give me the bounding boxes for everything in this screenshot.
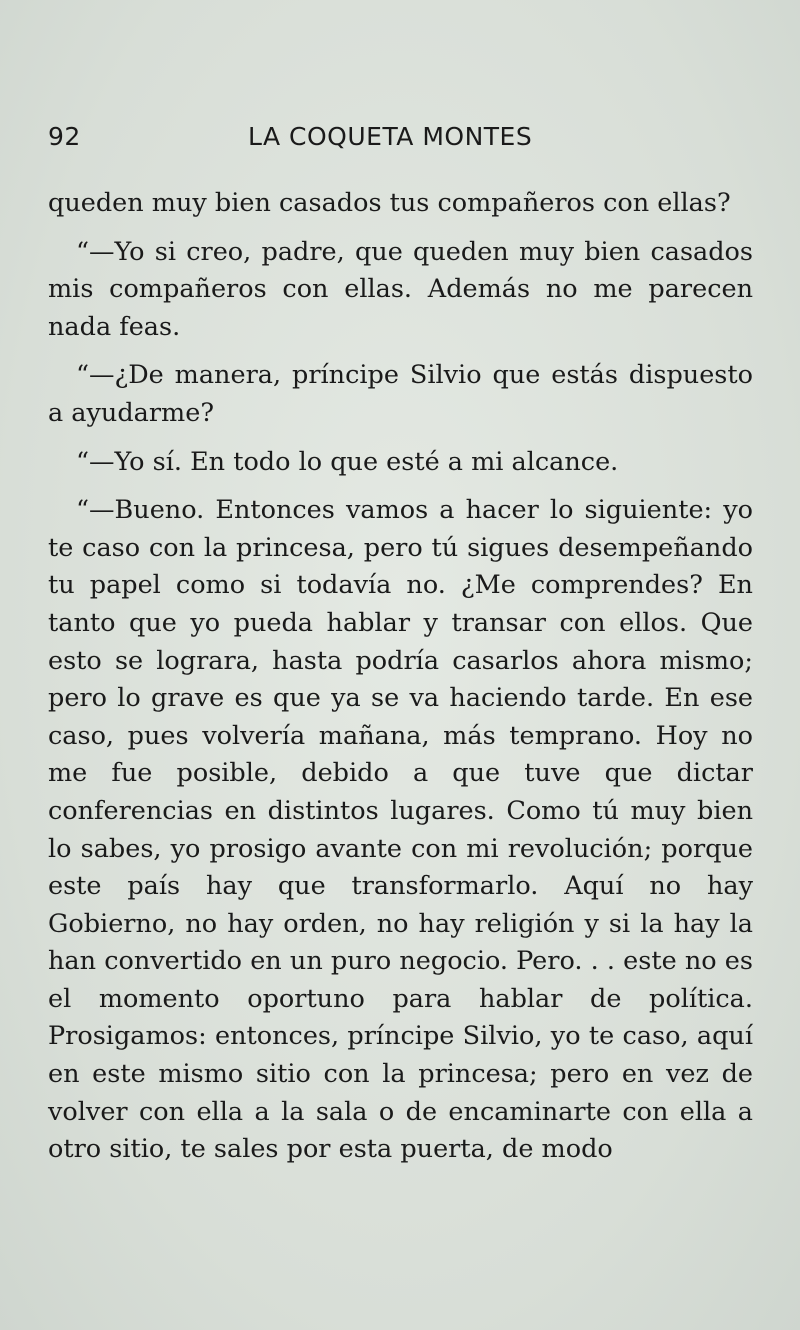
paragraph: “—Yo sí. En todo lo que esté a mi alcance. <box>76 446 619 477</box>
running-title: LA COQUETA MONTES <box>248 122 533 151</box>
paragraph: “—Yo si creo, padre, que queden muy bien casados mis compañeros con ellas. Además no me parecen nada feas. <box>48 236 753 342</box>
page-header <box>48 122 752 158</box>
paragraph: “—¿De manera, príncipe Silvio que estás dispuesto a ayudarme? <box>48 360 753 428</box>
paragraph: “—Bueno. Entonces vamos a hacer lo siguiente: yo te caso con la princesa, pero tú sigues desempeñando tu papel como si todavía no. ¿Me comprendes? En tanto que yo pueda hablar y transar con ellos. Que esto se lograra, hasta podría casarlos ahora mismo; pero lo grave es que ya se va haciendo tarde. En ese caso, pues volvería mañana, más temprano. Hoy no me fue posible, debido a que tuve que dictar conferencias en distintos lugares. Como tú muy bien lo sabes, yo prosigo avante con mi revolución; porque este país hay que transformarlo. Aquí no hay Gobierno, no hay orden, no hay religión y si la hay la han convertido en un puro negocio. Pero. . . este no es el momento oportuno para hablar de política. Prosigamos: entonces, príncipe Silvio, yo te caso, aquí en este mismo sitio con la princesa; pero en vez de volver con ella a la sala o de encaminarte con ella a otro sitio, te sales por esta puerta, de modo <box>48 495 753 1165</box>
page-number: 92 <box>48 122 81 151</box>
paragraph: queden muy bien casados tus compañeros con ellas? <box>48 188 731 218</box>
body-text <box>48 185 753 1169</box>
